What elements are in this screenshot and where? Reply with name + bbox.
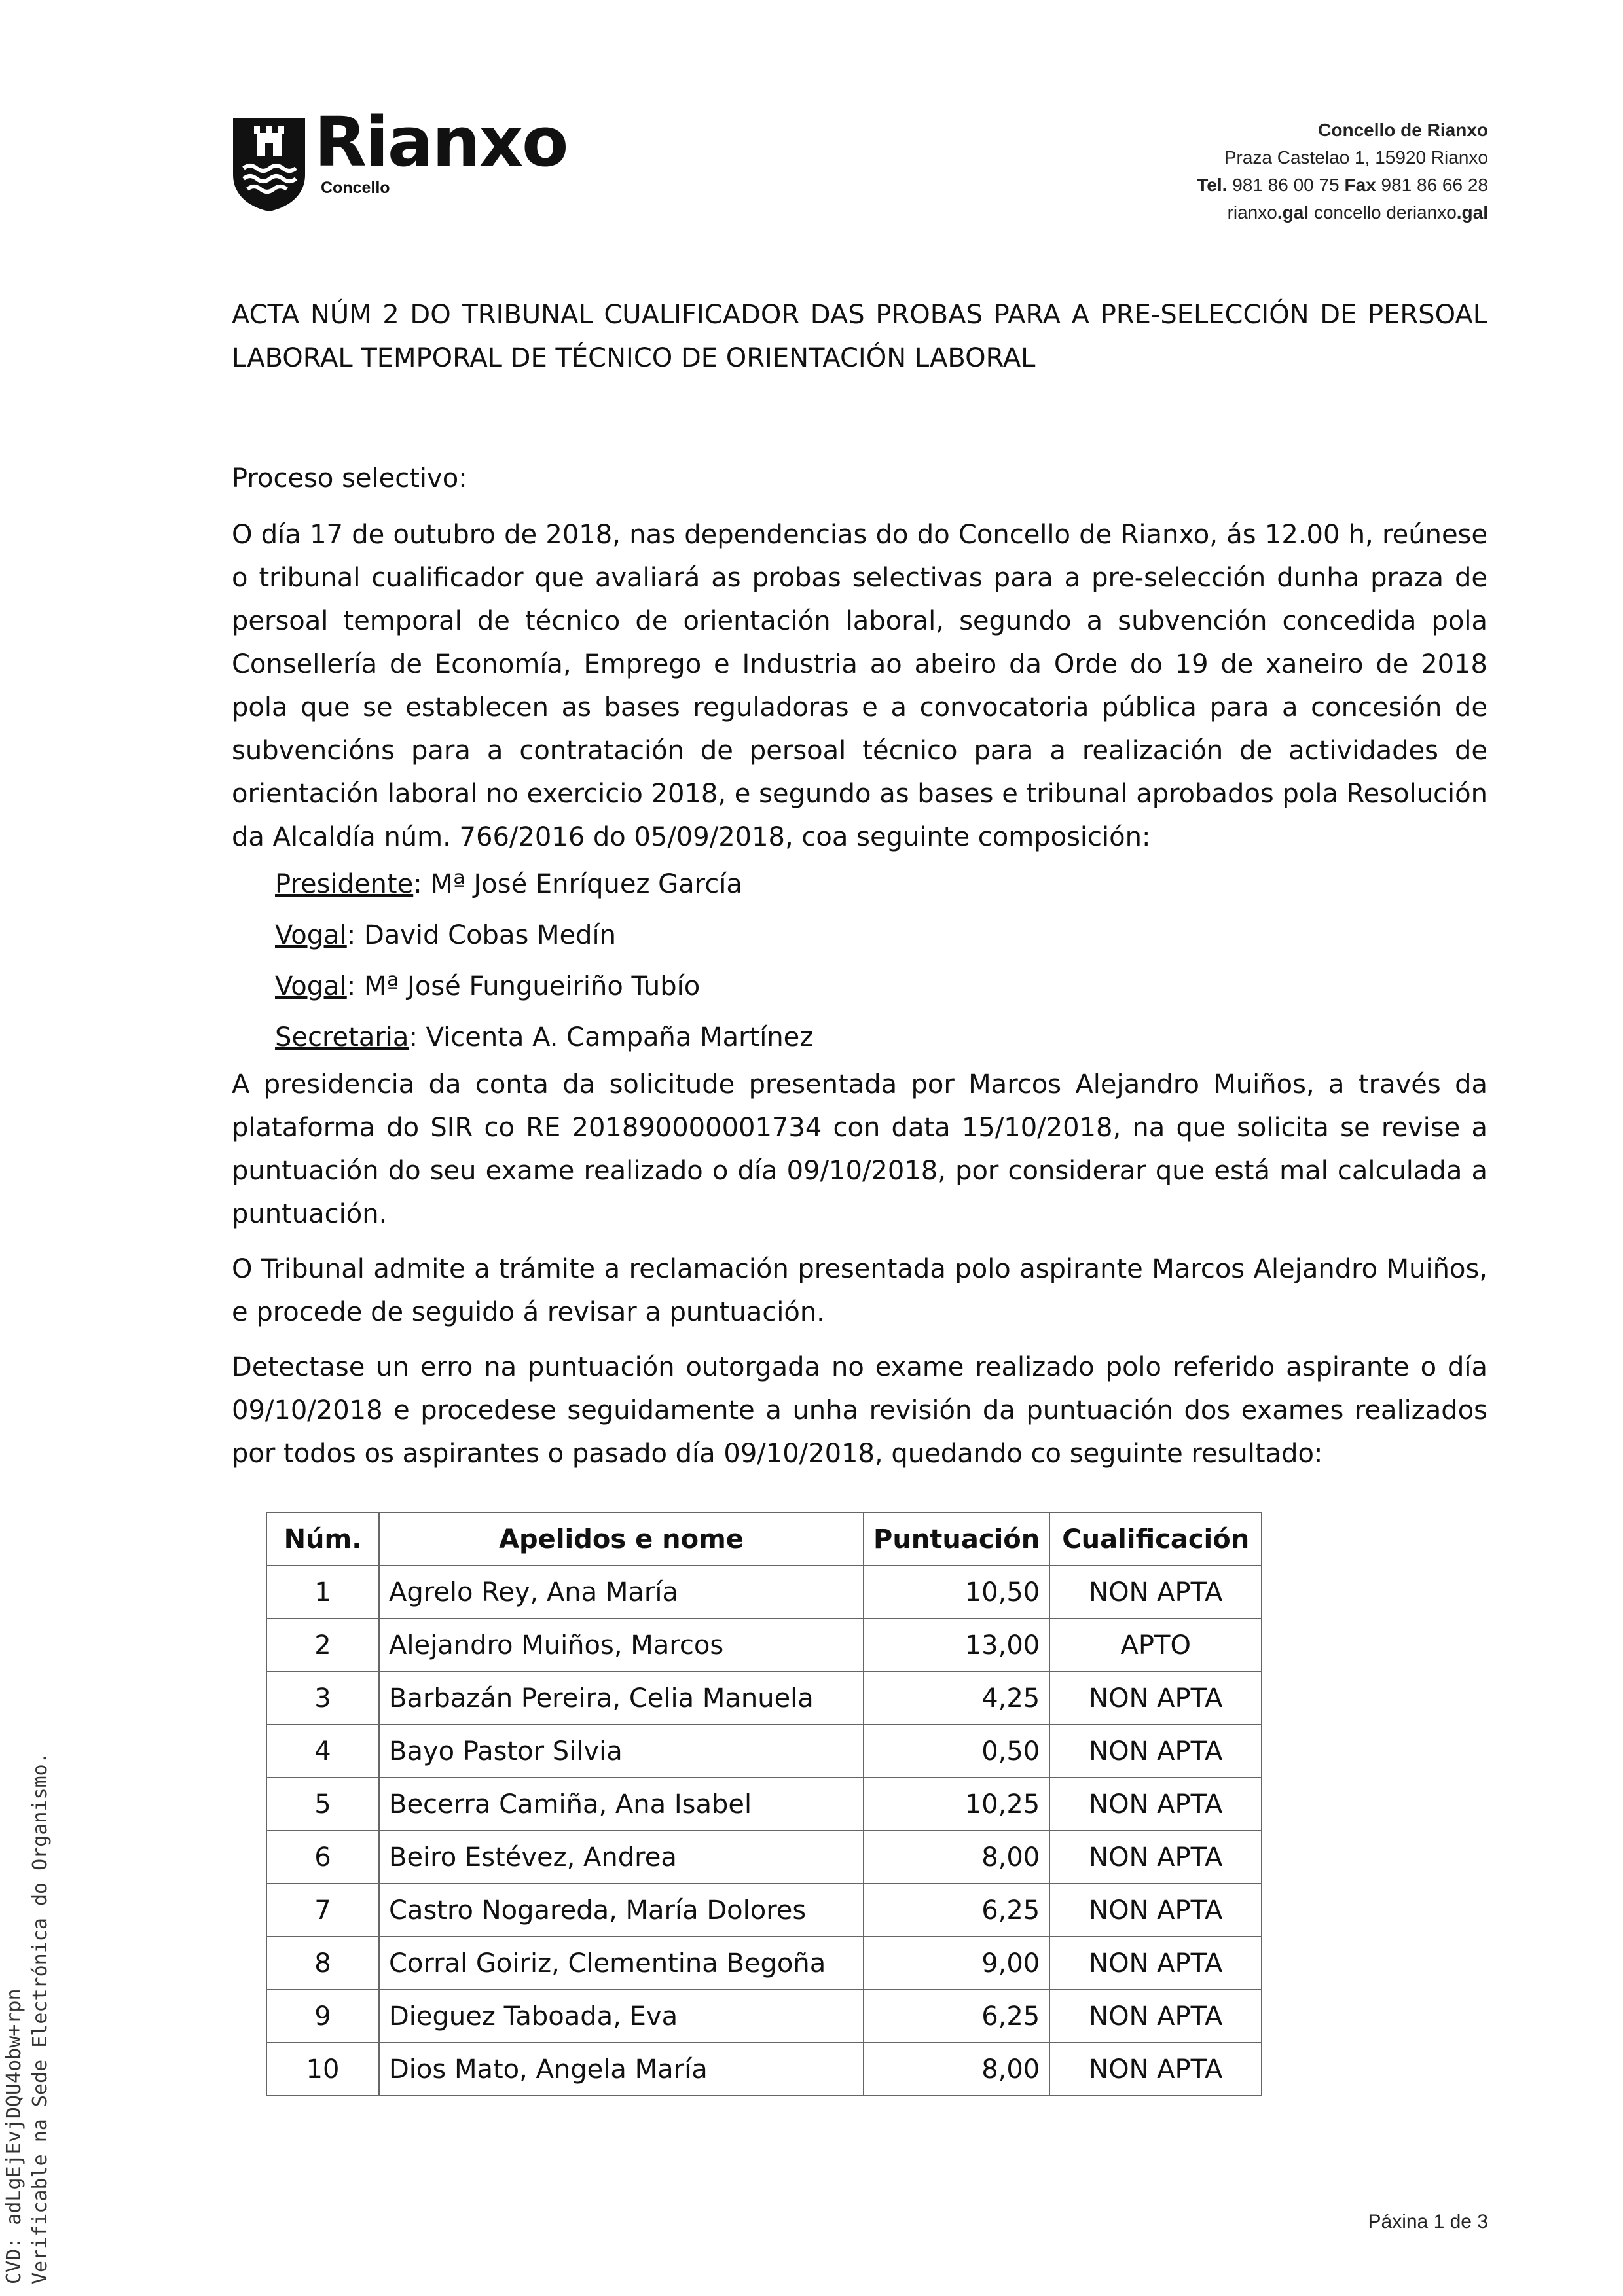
table-row: [266, 1990, 1262, 2043]
table-row: [266, 1778, 1262, 1831]
col-header-num: Núm.: [266, 1513, 379, 1566]
cell-num: 2: [266, 1619, 379, 1672]
cell-grade: NON APTA: [1049, 1778, 1262, 1831]
fax-label: Fax: [1344, 175, 1376, 195]
cell-num: 5: [266, 1778, 379, 1831]
table-row: [266, 1831, 1262, 1884]
cell-grade: NON APTA: [1049, 2043, 1262, 2096]
tel-number: 981 86 00 75: [1232, 175, 1340, 195]
cell-name: Corral Goiriz, Clementina Begoña: [379, 1937, 864, 1990]
col-header-score: Puntuación: [864, 1513, 1049, 1566]
rianxo-logo: [230, 102, 571, 213]
table-row: [266, 1566, 1262, 1619]
paragraph-review: Detectase un erro na puntuación outorgada no exame realizado polo referido aspirante o día 09/10/2018 e procedese seguidamente a unha revisión da puntuación dos exames realizados por todos os aspirantes o pasado día 09/10/2018, quedando co seguinte resultado:: [232, 1352, 1487, 1469]
paragraph-request: A presidencia da conta da solicitude presentada por Marcos Alejandro Muiños, a través da plataforma do SIR co RE 201890000001734 con data 15/10/2018, na que solicita se revise a puntuación do seu exame realizado o día 09/10/2018, por considerar que está mal calculada a puntuación.: [232, 1069, 1487, 1229]
cell-num: 10: [266, 2043, 379, 2096]
table-header-row: [266, 1513, 1262, 1566]
org-name: Concello de Rianxo: [1318, 120, 1488, 140]
member-name: : Mª José Fungueiriño Tubío: [346, 971, 701, 1001]
cell-grade: NON APTA: [1049, 1990, 1262, 2043]
org-address: Praza Castelao 1, 15920 Rianxo: [1224, 147, 1488, 168]
web-line: [1197, 199, 1488, 226]
page-number: Páxina 1 de 3: [1368, 2211, 1488, 2233]
cell-score: 13,00: [864, 1619, 1049, 1672]
cell-num: 7: [266, 1884, 379, 1937]
cell-score: 8,00: [864, 1831, 1049, 1884]
document-body: [232, 293, 1487, 1475]
cell-grade: NON APTA: [1049, 1566, 1262, 1619]
cell-score: 6,25: [864, 1884, 1049, 1937]
member-item: [275, 961, 1487, 1012]
cell-name: Alejandro Muiños, Marcos: [379, 1619, 864, 1672]
table-row: [266, 1672, 1262, 1725]
tribunal-members: [232, 859, 1487, 1063]
logo-subtitle: Concello: [321, 179, 390, 197]
results-table: [266, 1512, 1262, 2096]
member-item: [275, 859, 1487, 910]
cell-num: 6: [266, 1831, 379, 1884]
cell-grade: NON APTA: [1049, 1725, 1262, 1778]
cell-num: 1: [266, 1566, 379, 1619]
cell-num: 9: [266, 1990, 379, 2043]
cell-num: 8: [266, 1937, 379, 1990]
member-item: [275, 1012, 1487, 1063]
website-link[interactable]: rianxo.gal: [1227, 202, 1309, 223]
member-name: : Mª José Enríquez García: [413, 869, 742, 899]
col-header-grade: Cualificación: [1049, 1513, 1262, 1566]
member-item: [275, 910, 1487, 961]
cell-score: 10,25: [864, 1778, 1049, 1831]
cell-grade: NON APTA: [1049, 1884, 1262, 1937]
cell-name: Agrelo Rey, Ana María: [379, 1566, 864, 1619]
verification-note: Verificable na Sede Electrónica do Organismo.: [29, 1752, 52, 2284]
cell-score: 9,00: [864, 1937, 1049, 1990]
cell-num: 3: [266, 1672, 379, 1725]
document-title: ACTA NÚM 2 DO TRIBUNAL CUALIFICADOR DAS PROBAS PARA A PRE-SELECCIÓN DE PERSOAL LABORAL TEMPORAL DE TÉCNICO DE ORIENTACIÓN LABORAL: [232, 300, 1487, 373]
cell-score: 4,25: [864, 1672, 1049, 1725]
col-header-name: Apelidos e nome: [379, 1513, 864, 1566]
cell-name: Barbazán Pereira, Celia Manuela: [379, 1672, 864, 1725]
member-role: Vogal: [275, 920, 347, 950]
paragraph-admission: O Tribunal admite a trámite a reclamación presentada polo aspirante Marcos Alejandro Muiños, e procede de seguido á revisar a puntuación.: [232, 1254, 1487, 1327]
cell-grade: NON APTA: [1049, 1672, 1262, 1725]
cvd-code: CVD: adLgEjEvjDQU4obw+rpn: [3, 1988, 26, 2284]
table-row: [266, 1725, 1262, 1778]
cell-score: 8,00: [864, 2043, 1049, 2096]
verification-stamp: [1, 1752, 54, 2284]
cell-name: Beiro Estévez, Andrea: [379, 1831, 864, 1884]
coat-of-arms-icon: [230, 115, 308, 213]
cell-name: Dios Mato, Angela María: [379, 2043, 864, 2096]
member-role: Vogal: [275, 971, 347, 1001]
cell-score: 0,50: [864, 1725, 1049, 1778]
cell-name: Becerra Camiña, Ana Isabel: [379, 1778, 864, 1831]
section-label: Proceso selectivo:: [232, 463, 467, 493]
cell-grade: APTO: [1049, 1619, 1262, 1672]
contact-block: [1197, 117, 1488, 226]
table-row: [266, 2043, 1262, 2096]
phone-fax-line: [1197, 171, 1488, 199]
cell-name: Castro Nogareda, María Dolores: [379, 1884, 864, 1937]
cell-score: 10,50: [864, 1566, 1049, 1619]
table-row: [266, 1619, 1262, 1672]
cell-name: Bayo Pastor Silvia: [379, 1725, 864, 1778]
intro-paragraph: O día 17 de outubro de 2018, nas dependencias do do Concello de Rianxo, ás 12.00 h, reúnese o tribunal cualificador que avaliará as probas selectivas para a pre-selección dunha praza de persoal temporal de técnico de orientación laboral, segundo a subvención concedida pola Consellería de Economía, Emprego e Industria ao abeiro da Orde do 19 de xaneiro de 2018 pola que se establecen as bases reguladoras e a convocatoria pública para a concesión de subvencións para a contratación de persoal técnico para a realización de actividades de orientación laboral no exercicio 2018, e segundo as bases e tribunal aprobados pola Resolución da Alcaldía núm. 766/2016 do 05/09/2018, coa seguinte composición:: [232, 520, 1487, 852]
member-name: : Vicenta A. Campaña Martínez: [409, 1022, 814, 1052]
table-row: [266, 1884, 1262, 1937]
member-role: Presidente: [275, 869, 414, 899]
cell-grade: NON APTA: [1049, 1937, 1262, 1990]
fax-number: 981 86 66 28: [1381, 175, 1488, 195]
cell-name: Dieguez Taboada, Eva: [379, 1990, 864, 2043]
logo-wordmark: Rianxo: [314, 102, 568, 182]
cell-grade: NON APTA: [1049, 1831, 1262, 1884]
tel-label: Tel.: [1197, 175, 1228, 195]
cell-num: 4: [266, 1725, 379, 1778]
member-name: : David Cobas Medín: [346, 920, 616, 950]
website-link-2[interactable]: concello derianxo.gal: [1313, 202, 1488, 223]
table-row: [266, 1937, 1262, 1990]
cell-score: 6,25: [864, 1990, 1049, 2043]
member-role: Secretaria: [275, 1022, 409, 1052]
